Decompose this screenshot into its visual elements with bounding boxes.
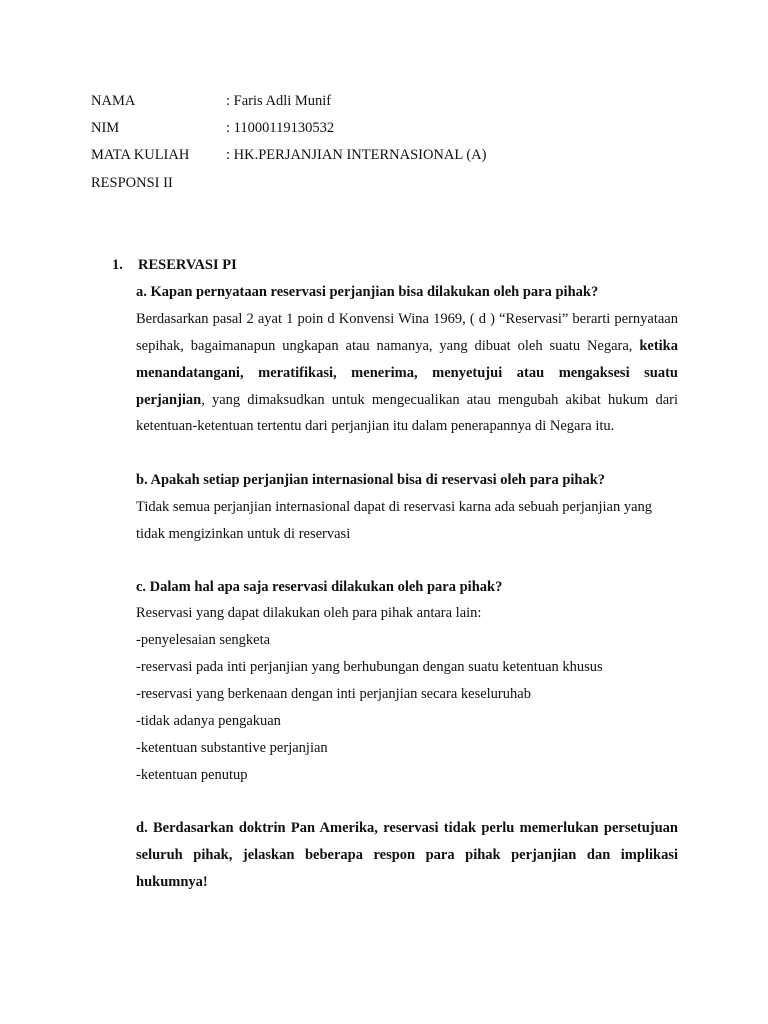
answer-a-line-2-bold: ketika [639, 338, 678, 354]
nama-label: NAMA [91, 93, 136, 109]
answer-b-line-1: Tidak semua perjanjian internasional dapat di reservasi karna ada sebuah perjanjian yang [136, 499, 653, 515]
matakuliah-value: : HK.PERJANJIAN INTERNASIONAL (A) [226, 147, 487, 163]
answer-a-line-3: menandatangani, meratifikasi, menerima, menyetujui atau mengaksesi suatu [136, 365, 678, 381]
answer-a-line-4 [136, 390, 678, 410]
answer-c-intro: Reservasi yang dapat dilakukan oleh para pihak antara lain: [136, 605, 482, 621]
question-c-heading: c. Dalam hal apa saja reservasi dilakukan oleh para pihak? [136, 579, 503, 595]
section-title-text: RESERVASI PI [138, 257, 237, 273]
section-title [112, 255, 237, 275]
header-nim-row [91, 118, 334, 138]
nim-label: NIM [91, 120, 120, 136]
header-matakuliah-row [91, 145, 486, 165]
answer-a-line-2-plain: sepihak, bagaimanapun ungkapan atau namanya, yang dibuat oleh suatu Negara, [136, 338, 640, 354]
question-a-heading: a. Kapan pernyataan reservasi perjanjian bisa dilakukan oleh para pihak? [136, 284, 599, 300]
question-d-line-1: d. Berdasarkan doktrin Pan Amerika, reservasi tidak perlu memerlukan persetujuan [136, 820, 678, 836]
answer-c-item: -ketentuan penutup [136, 767, 248, 783]
question-d-line-3: hukumnya! [136, 874, 208, 890]
answer-c-item: -reservasi yang berkenaan dengan inti perjanjian secara keseluruhab [136, 686, 531, 702]
answer-b-line-2: tidak mengizinkan untuk di reservasi [136, 526, 351, 542]
question-d-line-2: seluruh pihak, jelaskan beberapa respon para pihak perjanjian dan implikasi [136, 847, 678, 863]
answer-a-line-4-bold: perjanjian [136, 392, 202, 408]
answer-a-line-2 [136, 336, 678, 356]
header-nama-row [91, 91, 331, 111]
responsi-label: RESPONSI II [91, 175, 173, 191]
answer-c-item: -reservasi pada inti perjanjian yang berhubungan dengan suatu ketentuan khusus [136, 659, 603, 675]
answer-c-item: -ketentuan substantive perjanjian [136, 740, 328, 756]
nim-value: : 11000119130532 [226, 120, 335, 136]
answer-c-item: -tidak adanya pengakuan [136, 713, 281, 729]
matakuliah-label: MATA KULIAH [91, 147, 190, 163]
answer-c-item: -penyelesaian sengketa [136, 632, 271, 648]
answer-a-line-4-plain: , yang dimaksudkan untuk mengecualikan atau mengubah akibat hukum dari [201, 392, 678, 408]
answer-a-line-5: ketentuan-ketentuan tertentu dari perjanjian itu dalam penerapannya di Negara itu. [136, 418, 615, 434]
nama-value: : Faris Adli Munif [226, 93, 332, 109]
section-number: 1. [112, 257, 123, 273]
question-b-heading: b. Apakah setiap perjanjian internasional bisa di reservasi oleh para pihak? [136, 472, 606, 488]
answer-a-line-1: Berdasarkan pasal 2 ayat 1 poin d Konvensi Wina 1969, ( d ) “Reservasi” berarti pernyataan [136, 311, 678, 327]
